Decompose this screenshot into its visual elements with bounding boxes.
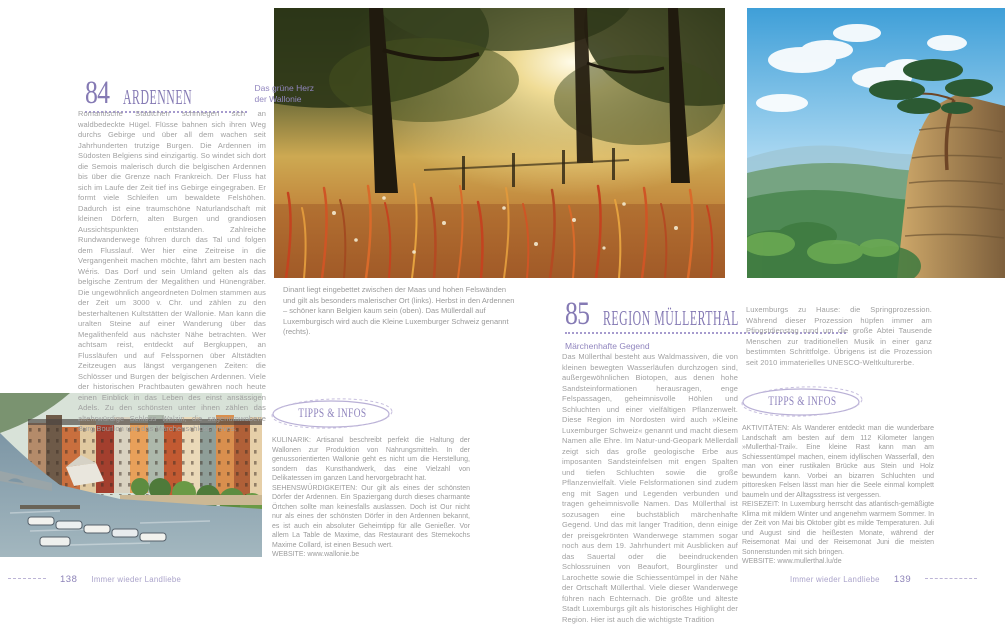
tipps-label: TIPPS & INFOS xyxy=(297,405,367,420)
autumn-forest-illustration xyxy=(274,8,725,278)
muellerthal-body-col1: Das Müllerthal besteht aus Waldmassiven, die von kleinen bewegten Wasserläufen durchzogen sind, außergewöhnlichen Biotopen, aus denen hohe Sandsteinformationen herausragen, enge Felspassagen, geheimnisvolle Höhlen und Schluchten und einer vielfältigen Pflanzenwelt. Diese Region im Nordosten wird auch »Kleine Luxemburger Schweiz« genannt und macht diesem Namen alle Ehre. Im Natur-und-Geopark Mëllerdall zeigt sich das große geologische Erbe aus imposanten Sandsteinfelsen mit engen Spalten und tiefen Schluchten sowie die große Pflanzenvielfalt. Viele Felsformationen sind zudem eng mit Sagen und Legenden verbunden und tragen geheimnisvolle Namen. Das Müllerthal ist sozusagen eine buchstäblich märchenhafte Gegend. Und das mit langer Tradition, denn einige der preisgekrönten Wanderwege stammen sogar noch aus dem 19. Jahrhundert mit Ausblicken auf das Sauertal oder die beeindruckenden Schlossruinen von Beaufort, Bourglinster und Larochette sowie die Schiessentümpel in der Nähe der Ortschaft Müllerthal. Viele dieser Wanderwege führen nach Echternach. Die größte und älteste Stadt Luxemburgs gilt als historisches Highlight der Region. Hier ist auch die wichtigste Tradition xyxy=(562,352,738,624)
section-subtitle: Märchenhafte Gegend xyxy=(565,341,650,352)
muellerthal-body-col2: Luxemburgs zu Hause: die Springprozession. Während dieser Prozession hüpfen immer am Pfingstdienstag rund um die große Abtei Tausende Menschen zur traditionellen Musik in einer ganz bestimmten Schrittfolge. Übrigens ist die Prozession seit 2010 immaterielles UNESCO-Weltkulturerbe. xyxy=(746,305,932,367)
section-number: 85 xyxy=(565,296,590,332)
section-number: 84 xyxy=(85,75,110,111)
autumn-forest-photo xyxy=(274,8,725,278)
running-title-right: Immer wieder Landliebe xyxy=(790,574,880,584)
footer-left xyxy=(8,572,181,586)
page-number-right: 139 xyxy=(893,573,912,585)
section-subtitle: Das grüne Herz der Wallonie xyxy=(254,83,315,104)
tipps-section-sehenswuerdigkeiten: SEHENSWÜRDIGKEITEN: Our gilt als eines der schönsten Dörfer der Ardennen. Ein Spaziergang durch dieses charmante Örtchen sollte man keinesfalls auslassen. Doch ist Our nicht nur als eines der schönsten Dörfer in den Ardennen bekannt, es ist auch ein absoluter Geheimtipp für alle Genießer. Vor allem La Table de Maxime, das Restaurant des Sternekochs Maxime Collard, ist einen Besuch wert. xyxy=(272,484,470,549)
tipps-section-aktivitaeten: AKTIVITÄTEN: Als Wanderer entdeckt man die wunderbare Landschaft am besten auf dem 112 Kilometer langen »Mullerthal-Trail«. Eine kleine Rast kann man am Schiessentümpel machen, einem idyllischen Wasserfall, den man von einer rustikalen Brücke aus Stein und Holz bewundern kann. Vorbei an bizarren Schluchten und pittoresken Felsen lässt man hier die Seele einmal komplett baumeln und der Alltagsstress ist vergessen. xyxy=(742,425,934,499)
tipps-badge xyxy=(268,398,396,430)
page-number-left: 138 xyxy=(60,573,78,585)
footer-right xyxy=(790,572,977,586)
footer-rule xyxy=(925,578,977,580)
tipps-section-website: WEBSITE: www.wallonie.be xyxy=(272,551,360,558)
running-title-left: Immer wieder Landliebe xyxy=(91,574,182,584)
tipps-label: TIPPS & INFOS xyxy=(767,393,837,408)
cliff-landscape-illustration xyxy=(747,8,1005,278)
section-title: ARDENNEN xyxy=(123,85,193,110)
tipps-infos-box-left xyxy=(272,398,470,560)
muellerthal-cliff-photo xyxy=(747,8,1005,278)
tipps-badge xyxy=(738,386,866,418)
section-title: REGION MÜLLERTHAL xyxy=(603,306,739,331)
photo-caption: Dinant liegt eingebettet zwischen der Maas und hohen Felswänden und gilt als besonders malerischer Ort (links). Herbst in den Ardennen – schöner kann Belgien kaum sein (oben). Das Müllerdall auf Luxemburgisch wird auch die Kleine Luxemburger Schweiz genannt (rechts). xyxy=(283,285,515,337)
tipps-section-website: WEBSITE: www.mullerthal.lu/de xyxy=(742,558,842,565)
tipps-infos-box-right xyxy=(742,386,934,567)
section-84-heading xyxy=(85,75,315,113)
footer-rule xyxy=(8,578,46,580)
ardennen-body-text: Romantische Städtchen schmiegen sich an waldbedeckte Hügel. Flüsse bahnen sich ihren Weg durchs Gebirge und über all dem wachen seit Jahrhunderten trutzige Burgen. Die Ardennen im Südosten Belgiens sind einzigartig. So windet sich dort die Semois malerisch durch die belgischen Ardennen bis über die Grenze nach Frankreich. Der Fluss hat sich im Laufe der Zeit tief ins Gebirge eingegraben. Er formt viele Schleifen um bewaldete Felshöhen. Dadurch ist eine traumschöne Naturlandschaft mit kleinen Dörfern, alten Burgen und grandiosen Aussichtspunkten entstanden. Zahlreiche Rundwanderwege führen durch das Tal und folgen dem Flusslauf. Wer hier eine Zeitreise in die Vergangenheit machen möchte, fährt am besten nach Wéris. Das Dorf und sein Umland gelten als das belgische Zentrum der Megalithen und Hünengräber. Die ungewöhnlich angeordneten Dolmen stammen aus der Zeit um 3000 v. Chr. und zählen zu den besterhaltenen Kultstätten der Wallonie. Man kann die uralten Steine auf einer Wanderung über das Megalithenfeld aus nächster Nähe betrachten. Wer achtsam reist, entdeckt auf Bergkuppen, an Flussläufen und auf Felsspornen über Altstädten Zeitzeugen aus längst vergangenen Zeiten: die Schlösser und Burgen der belgischen Ardennen. Viele der historischen Prachtbauten gewähren noch heute einen Einblick in das Leben des einst ansässigen Adels. Zu den schönsten unter ihnen zählen das altehrwürdige Schloss Walzin, die sagenumwobene Burg Bouillon und das Märchenschloss Vêves. xyxy=(78,109,266,433)
tipps-section-kulinarik: KULINARIK: Artisanal beschreibt perfekt die Haltung der Wallonen zur Produktion von Nahrungsmitteln. In der genussorientierten Wallonie geht es nicht um die Herstellung, sondern das Kunsthandwerk, das eine Vielzahl von Delikatessen im ganzen Land hervorgebracht hat. xyxy=(272,437,470,482)
tipps-section-reisezeit: REISEZEIT: In Luxemburg herrscht das atlantisch-gemäßigte Klima mit mildem Winter und angenehm warmem Sommer. In der Zeit von Mai bis Oktober gibt es milde Temperaturen. Juli und August sind die heißesten Monate, während der Reisemonat Mai und der Reisemonat Juni die meisten Sonnenstunden mit sich bringen. xyxy=(742,501,934,556)
